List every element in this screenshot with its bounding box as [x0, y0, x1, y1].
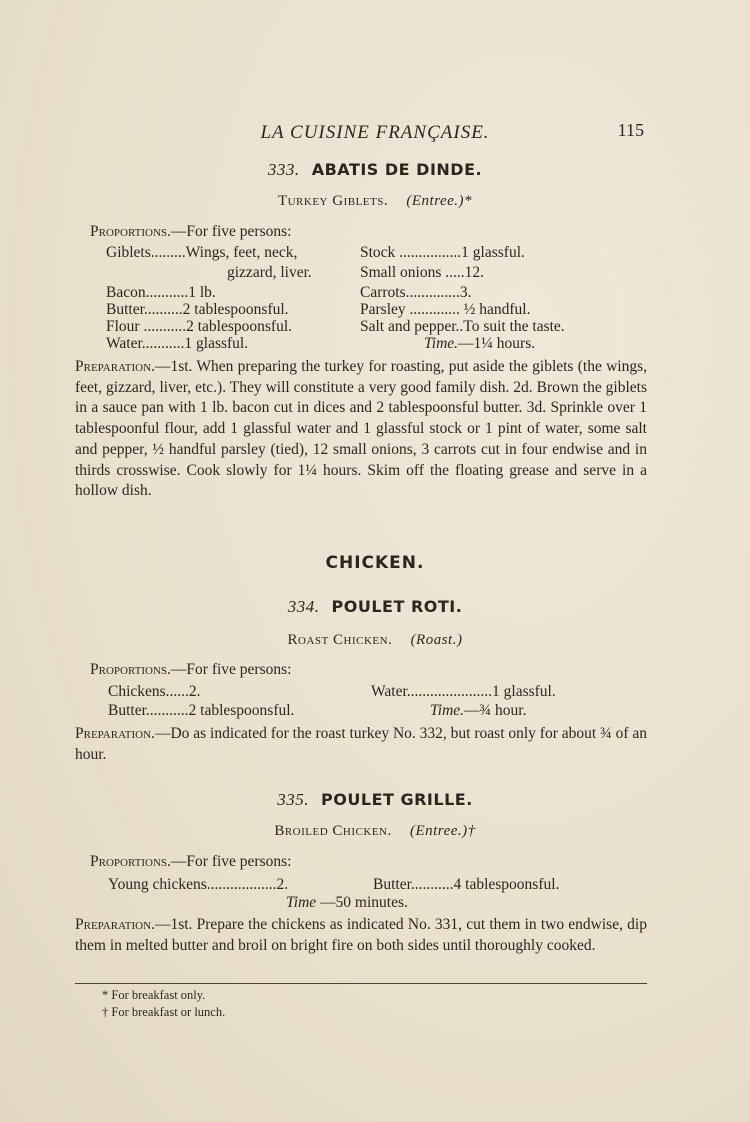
english-name: Roast Chicken. — [287, 632, 393, 648]
ingredient-young-chickens: Young chickens..................2. — [108, 876, 289, 893]
recipe-334-subtitle — [0, 632, 750, 649]
recipe-333-heading — [0, 160, 750, 180]
ingredient-left-3: Butter..........2 tablespoonsful. — [106, 301, 289, 318]
ingredient-left-4: Flour ...........2 tablespoonsful. — [106, 318, 292, 335]
section-heading-chicken: CHICKEN. — [325, 553, 425, 573]
ingredient-butter: Butter...........4 tablespoonsful. — [373, 876, 560, 893]
proportions-heading: Proportions.—For five persons: — [90, 661, 292, 678]
proportions-text: —For five persons: — [170, 223, 292, 240]
ingredient-right-0: Stock ................1 glassful. — [360, 244, 525, 261]
recipe-334-heading — [0, 597, 750, 617]
ingredient-right-1: Small onions .....12. — [360, 264, 485, 281]
ingredient-left-1: gizzard, liver. — [227, 264, 312, 281]
preparation-333 — [75, 357, 647, 502]
ingredient-water: Water......................1 glassful. — [371, 683, 556, 700]
course-category: (Entree.)† — [409, 823, 476, 839]
preparation-335: Preparation.—1st. Prepare the chickens as indicated No. 331, cut them in two endwise, dip them in melted butter and broil on bright fire on both sides until thoroughly cooked. — [75, 916, 647, 954]
preparation-text: —1st. When preparing the turkey for roasting, put aside the giblets (the wings, feet, gizzard, liver, etc.). They will constitute a very good family dish. 2d. Brown the giblets in a sauce pan with 1 lb. bacon cut in dices and 2 tablespoonsful butter. 3d. Sprinkle over 1 tablespoonful flour, add 1 glassful water and 1 glassful stock or 1 pint of water, some salt and pepper, ½ handful parsley (tied), 12 small onions, 3 carrots cut in four endwise and in thirds crosswise. Cook slowly for 1¼ hours. Skim off the floating grease and serve in a hollow dish. — [75, 358, 647, 500]
footnote-divider — [75, 983, 647, 984]
english-name: Turkey Giblets. — [277, 193, 389, 209]
running-title: LA CUISINE FRANÇAISE. — [260, 122, 490, 143]
recipe-number: 334. — [287, 597, 320, 616]
cooking-time: Time.—¾ hour. — [430, 702, 527, 719]
ingredient-right-2: Carrots..............3. — [360, 284, 472, 301]
ingredient-chickens: Chickens......2. — [108, 683, 201, 700]
course-category: (Entree.)* — [406, 193, 473, 209]
recipe-number: 335. — [277, 790, 309, 809]
footnote-2: † For breakfast or lunch. — [102, 1005, 226, 1019]
proportions-heading — [90, 223, 291, 241]
cooking-time: Time.—1¼ hours. — [424, 335, 536, 352]
proportions-label: Proportions. — [90, 223, 171, 240]
recipe-number: 333. — [267, 160, 300, 179]
recipe-333-subtitle — [0, 193, 750, 210]
proportions-heading: Proportions.—For five persons: — [90, 853, 292, 870]
course-category: (Roast.) — [410, 632, 463, 648]
ingredient-butter: Butter...........2 tablespoonsful. — [108, 702, 295, 719]
recipe-title: POULET ROTI. — [331, 597, 463, 616]
ingredient-right-3: Parsley ............. ½ handful. — [360, 301, 531, 318]
footnote-1: * For breakfast only. — [102, 988, 206, 1002]
recipe-335-subtitle — [0, 823, 750, 840]
ingredient-right-4: Salt and pepper..To suit the taste. — [360, 318, 565, 335]
page-number: 115 — [617, 120, 644, 140]
cooking-time: Time —50 minutes. — [286, 894, 408, 911]
ingredient-left-0: Giblets.........Wings, feet, neck, — [106, 244, 298, 261]
english-name: Broiled Chicken. — [274, 823, 392, 839]
recipe-title: ABATIS DE DINDE. — [311, 160, 483, 179]
preparation-334: Preparation.—Do as indicated for the roast turkey No. 332, but roast only for about ¾ of an hour. — [75, 725, 647, 763]
recipe-title: POULET GRILLE. — [321, 790, 473, 809]
ingredient-left-5: Water...........1 glassful. — [106, 335, 249, 352]
preparation-label: Preparation. — [75, 358, 155, 375]
recipe-335-heading — [0, 790, 750, 810]
ingredient-left-2: Bacon...........1 lb. — [106, 284, 216, 301]
